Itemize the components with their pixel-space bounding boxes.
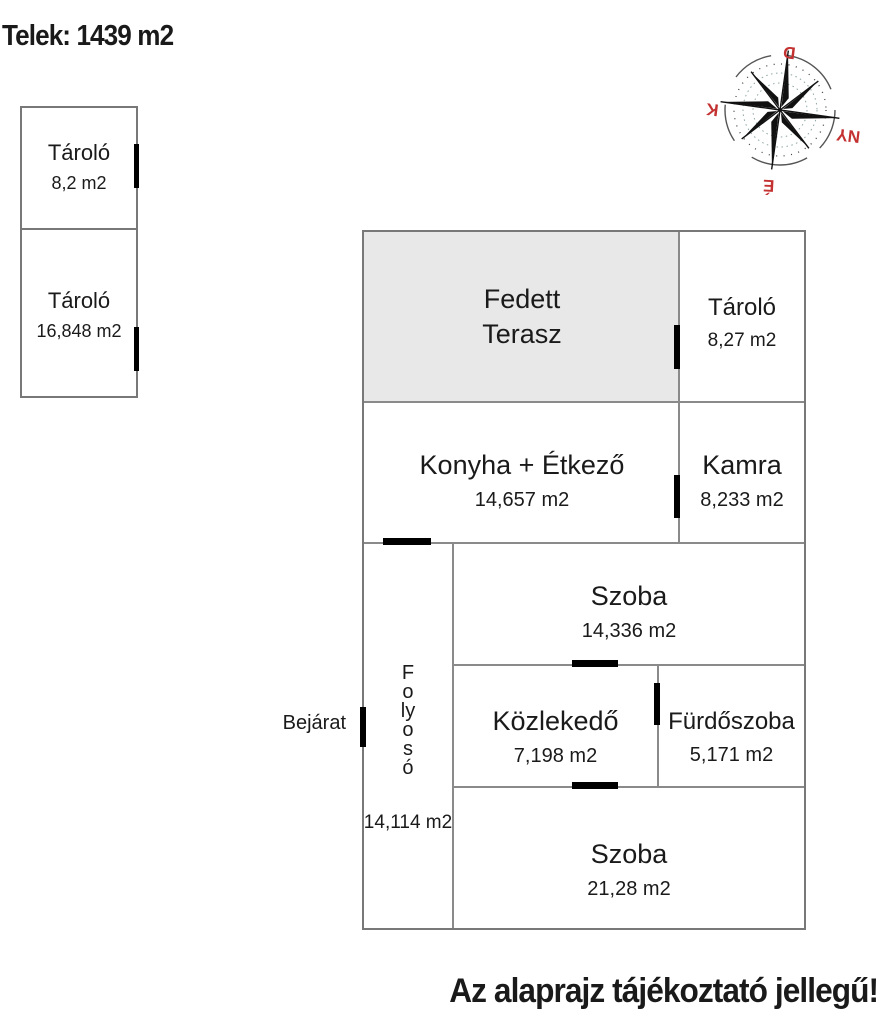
- door-marker: [134, 327, 139, 371]
- room-name-vertical: Folyosó: [400, 662, 416, 779]
- room-area: 14,657 m2: [474, 488, 570, 511]
- door-marker: [674, 475, 680, 518]
- compass-label-left: K: [705, 99, 720, 120]
- room-name: Tároló: [47, 140, 111, 165]
- room-name: Konyha + Étkező: [419, 449, 625, 480]
- room-name: Szoba: [590, 839, 668, 869]
- door-marker: [654, 683, 660, 725]
- room-konyha-etkezo: [364, 403, 680, 542]
- door-marker: [572, 782, 618, 789]
- room-tarolo-2: [22, 228, 136, 400]
- room-name: Kamra: [702, 449, 782, 480]
- room-kamra: [680, 403, 804, 542]
- compass-label-top: D: [782, 42, 797, 63]
- compass-star: [703, 33, 856, 186]
- room-name: [482, 282, 562, 352]
- room-area: 14,336 m2: [581, 620, 677, 642]
- wall: [452, 786, 804, 788]
- entrance-label: Bejárat: [282, 712, 346, 734]
- room-furdoszoba: [659, 666, 804, 786]
- room-area: 5,171 m2: [689, 743, 774, 766]
- room-name: Szoba: [590, 581, 668, 611]
- room-name: Tároló: [707, 293, 777, 321]
- room-name: Fürdőszoba: [668, 707, 795, 735]
- room-folyoso: [364, 542, 452, 928]
- disclaimer-note: Az alaprajz tájékoztató jellegű!: [449, 972, 878, 1010]
- plot-size-label: Telek: 1439 m2: [2, 20, 174, 52]
- room-area: 7,198 m2: [513, 745, 598, 767]
- room-szoba-1: [454, 544, 804, 664]
- room-tarolo: [680, 232, 804, 401]
- compass-label-bottom: É: [762, 175, 775, 195]
- wall: [364, 401, 804, 403]
- room-area: 21,28 m2: [587, 878, 671, 900]
- room-tarolo-1: [22, 108, 136, 226]
- room-szoba-2: [454, 788, 804, 928]
- wall: [452, 664, 804, 666]
- room-area: 16,848 m2: [36, 321, 122, 341]
- door-marker: [134, 144, 139, 188]
- room-name-line2: Terasz: [482, 318, 562, 349]
- room-name: Tároló: [47, 288, 111, 313]
- main-floor-plan: [362, 230, 806, 930]
- compass-rose-icon: [695, 25, 865, 195]
- room-area: 8,233 m2: [700, 488, 784, 511]
- outbuilding: [20, 106, 138, 398]
- room-area: 14,114 m2: [363, 812, 453, 833]
- room-name-line1: Fedett: [483, 283, 561, 314]
- wall: [452, 542, 454, 928]
- door-marker: [572, 660, 618, 667]
- door-marker: [674, 325, 680, 369]
- room-area: 8,27 m2: [707, 329, 777, 351]
- room-fedett-terasz: [364, 232, 680, 401]
- door-marker-entrance: [360, 707, 366, 747]
- room-name: Közlekedő: [492, 706, 619, 736]
- compass-label-right: NY: [835, 124, 862, 147]
- door-marker: [383, 538, 431, 545]
- room-kozlekedo: [454, 666, 657, 786]
- room-area: 8,2 m2: [51, 173, 107, 193]
